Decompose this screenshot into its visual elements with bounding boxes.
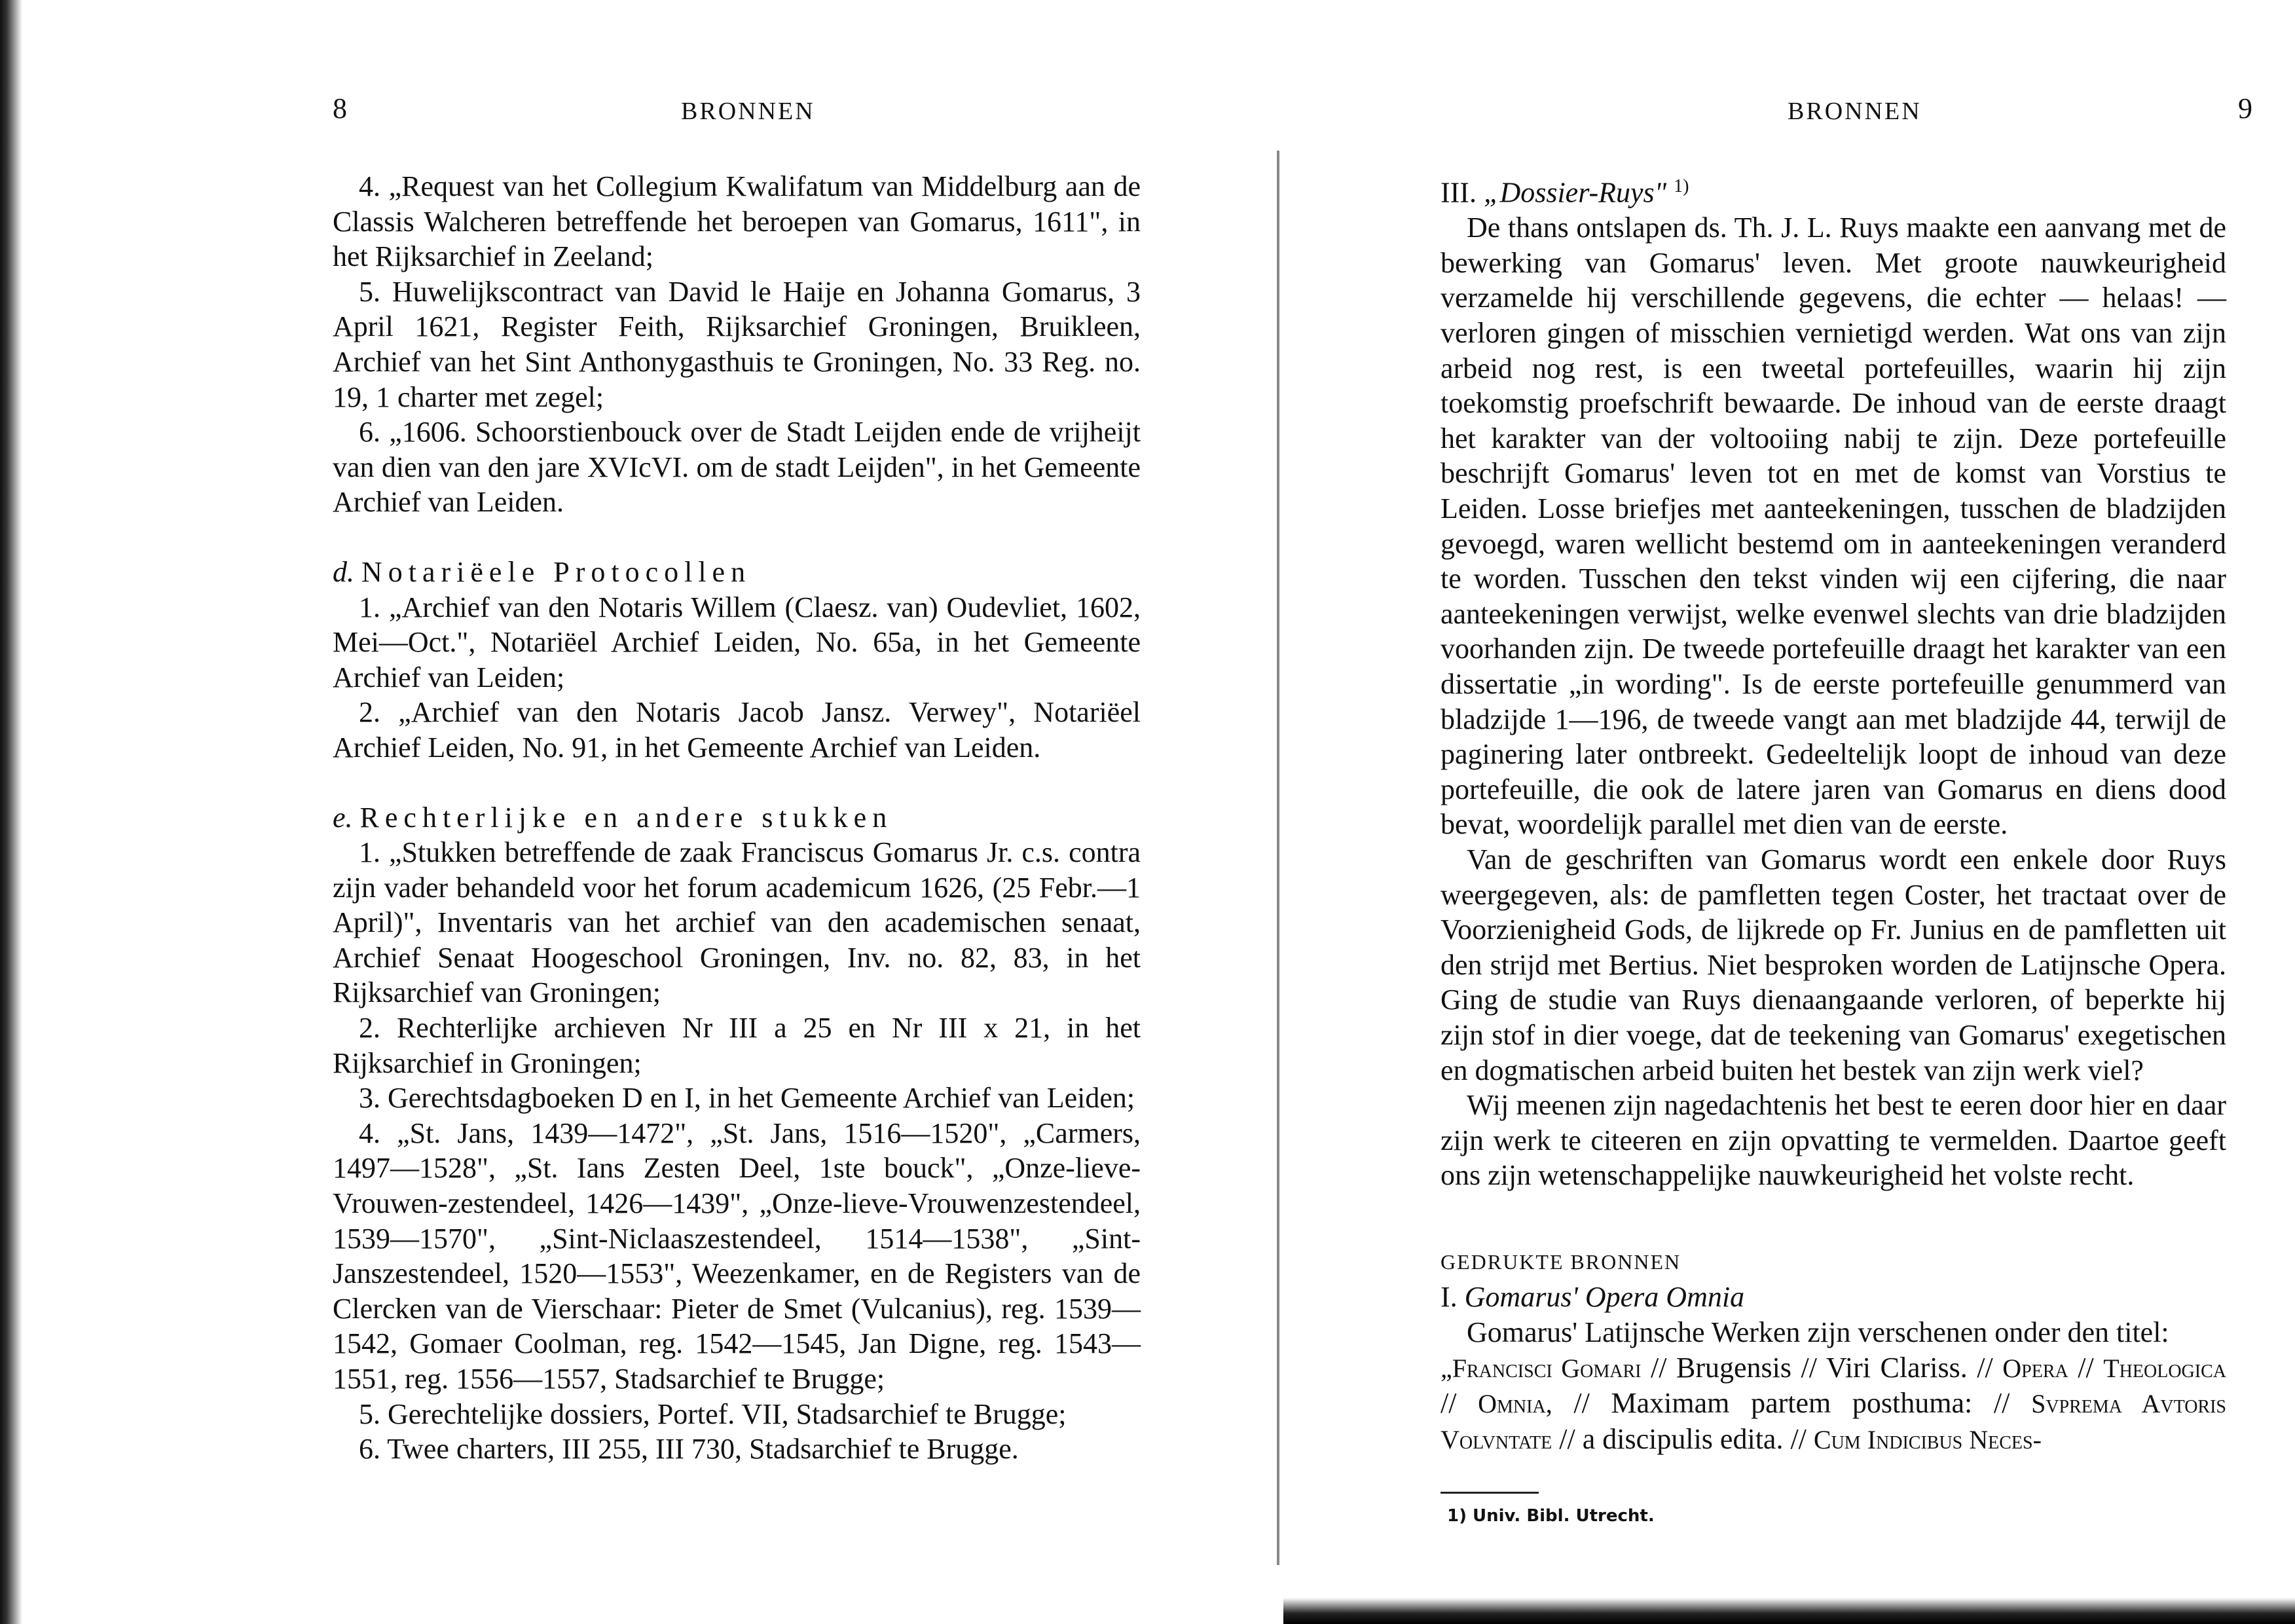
opera-title-text: // — [1441, 1387, 1478, 1420]
list-item: 6. Twee charters, III 255, III 730, Stadsarchief te Brugge. — [359, 1433, 1019, 1466]
opera-title-smallcaps: Svprema Avtoris Volvntate — [1441, 1389, 2226, 1454]
opera-title-text: // a discipulis edita. // — [1552, 1422, 1814, 1455]
opera-title-text: // Maximam partem posthuma: // — [1552, 1387, 2032, 1420]
paragraph: Gomarus' Latijnsche Werken zijn verschenen onder den titel: — [1467, 1316, 2169, 1349]
heading-text: GEDRUKTE BRONNEN — [1441, 1249, 1681, 1274]
paragraph: De thans ontslapen ds. Th. J. L. Ruys maakte een aanvang met de bewerking van Gomarus' leven. Met groote nauwkeurigheid verzamelde hij verschillende gegevens, die echter — helaas! — verloren gingen of misschien vernietigd werden. Wat ons van zijn arbeid nog rest, is een tweetal portefeuilles, waarin hij zijn toekomstig proefschrift bewaarde. De inhoud van de eerste draagt het karakter van der voltooiing nabij te zijn. Deze portefeuille beschrijft Gomarus' leven tot en met de komst van Vorstius te Leiden. Losse briefjes met aanteekeningen, tusschen de bladzijden gevoegd, waren wellicht bestemd om in aanteekeningen veranderd te worden. Tusschen den tekst vinden wij een cijfering, die naar aanteekeningen verwijst, welke evenwel slechts van drie bladzijden voorhanden zijn. De tweede portefeuille draagt het karakter van een dissertatie „in wording". Is de eerste portefeuille genummerd van bladzijde 1—196, de tweede vangt aan met bladzijde 44, terwijl de paginering later ontbreekt. Gedeeltelijk loopt de inhoud van deze portefeuille, die ook de latere jaren van Gomarus en diens dood bevat, woordelijk parallel met dien van de eerste. — [1441, 212, 2226, 841]
list-item: 4. „Request van het Collegium Kwalifatum van Middelburg aan de Classis Walcheren betreffende het beroepen van Gomarus, 1611", in het Rijksarchief in Zeeland; — [333, 170, 1141, 273]
opera-title-smallcaps: Theologica — [2103, 1353, 2226, 1383]
opera-title-smallcaps: Cum Indicibus Neces- — [1813, 1424, 2042, 1454]
list-item: 6. „1606. Schoorstienbouck over de Stadt Leijden ende de vrijheijt van dien van den jare XVIcVI. om de stadt Leijden", in het Gemeente Archief van Leiden. — [333, 416, 1141, 519]
paragraph: Wij meenen zijn nagedachtenis het best te eeren door hier en daar zijn werk te citeeren en zijn opvatting te vermelden. Daartoe geeft ons zijn wetenschappelijke nauwkeurigheid het volste recht. — [1441, 1089, 2226, 1192]
section-title: Notariëele Protocollen — [361, 555, 752, 588]
list-item: 1. „Stukken betreffende de zaak Franciscus Gomarus Jr. c.s. contra zijn vader behandeld voor het forum academicum 1626, (25 Febr.—1 April)", Inventaris van het archief van den academischen senaat, Archief Senaat Hoogeschool Groningen, Inv. no. 82, 83, in het Rijksarchief van Groningen; — [333, 836, 1141, 1009]
opera-title-smallcaps: Opera — [2002, 1353, 2068, 1383]
section-letter: d. — [333, 555, 354, 588]
page-number: 8 — [333, 92, 347, 124]
right-page — [1283, 0, 2295, 1624]
section-heading-i — [1441, 1280, 2226, 1315]
left-body — [333, 169, 1141, 1467]
list-item: 4. „St. Jans, 1439—1472", „St. Jans, 1516—1520", „Carmers, 1497—1528", „St. Ians Zesten Deel, 1ste bouck", „Onze-lieve-Vrouwen-zestendeel, 1426—1439", „Onze-lieve-Vrouwenzestendeel, 1539—1570", „Sint-Niclaaszestendeel, 1514—1538", „Sint-Janszestendeel, 1520—1553", Weezenkamer, en de Registers van de Clercken van de Vierschaar: Pieter de Smet (Vulcanius), reg. 1539—1542, Gomaer Coolman, reg. 1542—1545, Jan Digne, reg. 1543—1551, reg. 1556—1557, Stadsarchief te Brugge; — [333, 1116, 1141, 1395]
footnote-rule — [1441, 1492, 1539, 1494]
running-header: BRONNEN — [681, 98, 815, 125]
opera-title-text: // Brugensis // Viri Clariss. // — [1641, 1351, 2003, 1384]
section-heading-e — [333, 800, 1141, 836]
footnote-ref: 1) — [1674, 176, 1689, 196]
section-numeral: I. — [1441, 1281, 1458, 1314]
section-title: „Dossier-Ruys" — [1483, 176, 1667, 209]
section-heading-d — [333, 555, 1141, 590]
list-item: 3. Gerechtsdagboeken D en I, in het Gemeente Archief van Leiden; — [359, 1082, 1135, 1115]
list-item: 2. Rechterlijke archieven Nr III a 25 en Nr III x 21, in het Rijksarchief in Groningen; — [333, 1012, 1141, 1079]
printed-sources-heading — [1441, 1242, 2226, 1280]
section-numeral: III. — [1441, 176, 1477, 209]
section-letter: e. — [333, 801, 353, 834]
list-item: 5. Gerechtelijke dossiers, Portef. VII, Stadsarchief te Brugge; — [359, 1397, 1067, 1430]
list-item: 1. „Archief van den Notaris Willem (Claesz. van) Oudevliet, 1602, Mei—Oct.", Notariëel Archief Leiden, No. 65a, in het Gemeente Archief van Leiden; — [333, 591, 1141, 693]
section-title: Rechterlijke en andere stukken — [359, 801, 893, 834]
opera-title-smallcaps: „Francisci Gomari — [1441, 1353, 1642, 1383]
paragraph: Van de geschriften van Gomarus wordt een enkele door Ruys weergegeven, als: de pamfletten tegen Coster, het tractaat over de Voorzienigheid Gods, de lijkrede op Fr. Junius en de pamfletten uit den strijd met Bertius. Niet besproken worden de Latijnsche Opera. Ging de studie van Ruys dienaangaande verloren, of beperkte hij zijn stof in dier voege, dat de teekening van Gomarus' exegetischen en dogmatischen arbeid buiten het bestek van zijn werk viel? — [1441, 843, 2226, 1086]
running-header: BRONNEN — [1788, 98, 1922, 125]
opera-title-text: // — [2068, 1351, 2104, 1384]
footnote: 1) Univ. Bibl. Utrecht. — [1447, 1506, 1655, 1526]
opera-title-smallcaps: Omnia, — [1478, 1389, 1552, 1419]
opera-title — [1441, 1350, 2226, 1458]
right-body — [1441, 169, 2226, 1457]
page-number: 9 — [2238, 92, 2252, 124]
list-item: 5. Huwelijkscontract van David le Haije en Johanna Gomarus, 3 April 1621, Register Feith, Rijksarchief Groningen, Bruikleen, Archief van het Sint Anthonygasthuis te Groningen, No. 33 Reg. no. 19, 1 charter met zegel; — [333, 275, 1141, 413]
section-title: Gomarus' Opera Omnia — [1464, 1281, 1745, 1314]
list-item: 2. „Archief van den Notaris Jacob Jansz. Verwey", Notariëel Archief Leiden, No. 91, in het Gemeente Archief van Leiden. — [333, 696, 1141, 764]
section-heading-iii — [1441, 169, 2226, 210]
